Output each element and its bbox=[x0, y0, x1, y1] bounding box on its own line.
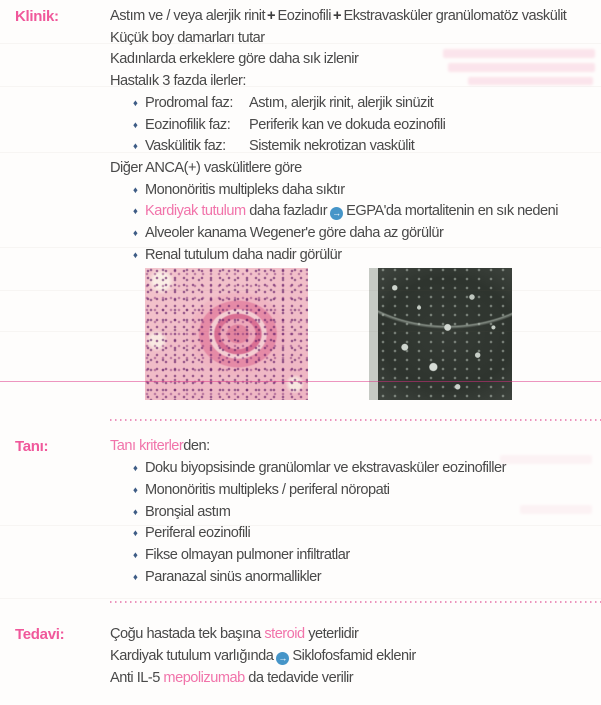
criteria-heading-pink: Tanı kriterler bbox=[110, 438, 184, 455]
dotted-separator bbox=[110, 419, 601, 421]
treatment-line-steroid bbox=[110, 624, 601, 646]
bullet-diamond-icon: ♦ bbox=[133, 506, 138, 518]
phase-item bbox=[110, 115, 601, 137]
definition-part: Astım ve / veya alerjik rinit bbox=[110, 8, 265, 24]
bullet-diamond-icon: ♦ bbox=[133, 206, 138, 218]
scan-artifact-line bbox=[0, 43, 601, 44]
clinic-line-vessels: Küçük boy damarları tutar bbox=[110, 29, 265, 46]
bullet-diamond-icon: ♦ bbox=[133, 549, 138, 561]
arrow-right-icon: → bbox=[278, 653, 288, 664]
criterion-item bbox=[110, 545, 601, 567]
section-label-tedavi: Tedavi: bbox=[15, 626, 65, 644]
page-bleedthrough bbox=[500, 455, 592, 464]
definition-part: Eozinofili bbox=[277, 8, 331, 24]
plus-icon: + bbox=[332, 8, 342, 24]
bullet-diamond-icon: ♦ bbox=[133, 249, 138, 261]
clinic-line-phases-intro: Hastalık 3 fazda ilerler: bbox=[110, 73, 246, 90]
bullet-diamond-icon: ♦ bbox=[133, 528, 138, 540]
page-bleedthrough bbox=[520, 505, 592, 514]
treatment-text: Çoğu hastada tek başına bbox=[110, 626, 261, 643]
anca-bullet bbox=[110, 223, 601, 245]
anca-bullet-text: Alveoler kanama Wegener'e göre daha az görülür bbox=[145, 225, 444, 242]
anca-bullet-text: Mononöritis multipleks daha sıktır bbox=[145, 181, 345, 198]
arrow-right-icon: → bbox=[332, 208, 342, 219]
phase-term: Prodromal faz: bbox=[145, 94, 233, 111]
page-bleedthrough bbox=[443, 49, 595, 58]
bullet-diamond-icon: ♦ bbox=[133, 228, 138, 240]
criterion-text: Paranazal sinüs anormallikler bbox=[145, 568, 322, 585]
criterion-text: Periferal eozinofili bbox=[145, 525, 251, 542]
bullet-diamond-icon: ♦ bbox=[133, 463, 138, 475]
bullet-diamond-icon: ♦ bbox=[133, 97, 138, 109]
phase-term: Eozinofilik faz: bbox=[145, 116, 231, 133]
treatment-text: da tedavide verilir bbox=[248, 669, 354, 686]
bullet-diamond-icon: ♦ bbox=[133, 184, 138, 196]
clinic-definition-line bbox=[110, 6, 601, 28]
anca-bullet-text: daha fazladır bbox=[249, 203, 328, 220]
plus-icon: + bbox=[267, 8, 276, 24]
page-bleedthrough bbox=[468, 77, 593, 85]
anca-comparison-line: Diğer ANCA(+) vaskülitlere göre bbox=[110, 159, 302, 176]
definition-part: Ekstravasküler granülomatöz vaskülit bbox=[343, 8, 567, 24]
bullet-diamond-icon: ♦ bbox=[133, 484, 138, 496]
treatment-text: yeterlidir bbox=[308, 626, 359, 643]
bullet-diamond-icon: ♦ bbox=[133, 119, 138, 131]
phase-desc: Sistemik nekrotizan vaskülit bbox=[249, 138, 415, 155]
treatment-text: Kardiyak tutulum varlığında bbox=[110, 648, 274, 665]
scan-artifact-line bbox=[0, 331, 601, 332]
anca-bullet-text: Renal tutulum daha nadir görülür bbox=[145, 246, 342, 263]
scan-artifact-line bbox=[0, 86, 601, 87]
page-bleedthrough bbox=[448, 63, 595, 72]
section-label-klinik: Klinik: bbox=[15, 8, 59, 25]
treatment-text: Siklofosfamid eklenir bbox=[292, 648, 416, 665]
scan-artifact-line bbox=[0, 525, 601, 526]
phase-desc: Periferik kan ve dokuda eozinofili bbox=[249, 116, 446, 133]
scan-artifact-line bbox=[0, 598, 601, 599]
cardiac-involvement-highlight: Kardiyak tutulum bbox=[145, 203, 246, 220]
anca-bullet-cardiac bbox=[110, 201, 601, 223]
scan-artifact-magenta-line bbox=[0, 381, 601, 382]
anca-bullet-text: EGPA'da mortalitenin en sık nedeni bbox=[346, 203, 559, 220]
phase-desc: Astım, alerjik rinit, alerjik sinüzit bbox=[249, 94, 434, 111]
criterion-item bbox=[110, 567, 601, 589]
clinic-line-gender: Kadınlarda erkeklere göre daha sık izlenir bbox=[110, 51, 359, 68]
treatment-line-mepolizumab bbox=[110, 668, 601, 690]
phase-item bbox=[110, 136, 601, 158]
bullet-diamond-icon: ♦ bbox=[133, 141, 138, 153]
criterion-text: Bronşial astım bbox=[145, 503, 231, 520]
criterion-text: Mononöritis multipleks / periferal nöropati bbox=[145, 481, 390, 498]
criteria-heading-rest: den: bbox=[183, 438, 210, 455]
criterion-item bbox=[110, 480, 601, 502]
steroid-highlight: steroid bbox=[264, 626, 305, 643]
mepolizumab-highlight: mepolizumab bbox=[163, 669, 245, 686]
scan-artifact-line bbox=[0, 247, 601, 248]
treatment-line-cyclophosphamide bbox=[110, 646, 601, 668]
section-tedavi bbox=[0, 624, 601, 689]
treatment-text: Anti IL-5 bbox=[110, 669, 160, 686]
phase-term: Vaskülitik faz: bbox=[145, 138, 226, 155]
phase-item bbox=[110, 93, 601, 115]
anca-bullet bbox=[110, 180, 601, 202]
section-label-tani: Tanı: bbox=[15, 438, 49, 456]
criterion-text: Fikse olmayan pulmoner infiltratlar bbox=[145, 546, 350, 563]
scan-artifact-line bbox=[0, 152, 601, 153]
criterion-text: Doku biyopsisinde granülomlar ve ekstravasküler eozinofiller bbox=[145, 460, 506, 477]
dotted-separator bbox=[110, 601, 601, 603]
bullet-diamond-icon: ♦ bbox=[133, 571, 138, 583]
scan-artifact-line bbox=[0, 290, 601, 291]
criterion-item bbox=[110, 523, 601, 545]
